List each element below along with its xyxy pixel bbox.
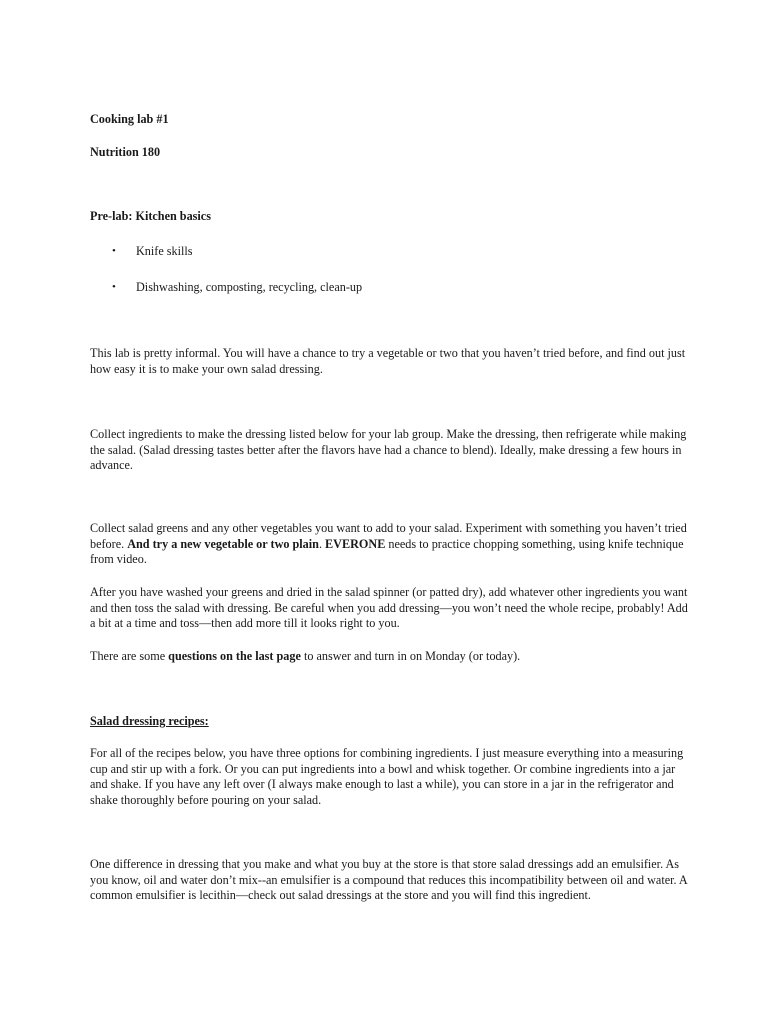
questions-text-2: to answer and turn in on Monday (or today). [300, 649, 521, 663]
bullet-text: Dishwashing, composting, recycling, clean-up [136, 280, 363, 294]
bullet-icon: • [112, 281, 116, 293]
bullet-icon: • [112, 245, 116, 257]
course-name: Nutrition 180 [90, 145, 161, 159]
questions-text-1: There are some [90, 649, 169, 663]
toss-salad-paragraph: After you have washed your greens and dried in the salad spinner (or patted dry), add whatever other ingredients you want and then toss the salad with dressing. Be careful when you add dressing—you won’t need the whole recipe, probably! Add a bit at a time and toss—then add more till it looks right to you. [90, 585, 688, 630]
combining-options-paragraph: For all of the recipes below, you have three options for combining ingredients. I just measure everything into a measuring cup and stir up with a fork. Or you can put ingredients into a bowl and whisk together. Or combine ingredients into a jar and shake. If you have any left over (I always make enough to last a while), you can store in a jar in the refrigerator and shake thoroughly before pouring on your salad. [90, 746, 684, 807]
collect-dressing-paragraph: Collect ingredients to make the dressing listed below for your lab group. Make the dressing, then refrigerate while making the salad. (Salad dressing tastes better after the flavors have had a chance to blend). Ideally, make dressing a few hours in advance. [90, 427, 687, 472]
greens-bold-instruction: And try a new vegetable or two plain [127, 536, 319, 551]
recipes-heading: Salad dressing recipes: [90, 714, 209, 728]
questions-paragraph [90, 649, 690, 665]
bullet-text: Knife skills [136, 244, 193, 258]
greens-text-1: Collect salad greens and any other vegetables you want to add to your salad. Experiment with something you haven’t tried before. [90, 521, 687, 551]
emulsifier-paragraph: One difference in dressing that you make and what you buy at the store is that store salad dressings add an emulsifier. As you know, oil and water don’t mix--an emulsifier is a compound that reduces this incompatibility between oil and water. A common emulsifier is lecithin—check out salad dressings at the store and you will find this ingredient. [90, 857, 688, 902]
greens-text-2: . [318, 536, 326, 551]
questions-bold: questions on the last page [168, 649, 301, 663]
prelab-heading: Pre-lab: Kitchen basics [90, 209, 211, 223]
intro-paragraph: This lab is pretty informal. You will have a chance to try a vegetable or two that you haven’t tried before, and find out just how easy it is to make your own salad dressing. [90, 346, 686, 376]
greens-text-3: needs to practice chopping something, using knife technique from video. [90, 536, 684, 566]
document-title: Cooking lab #1 [90, 112, 169, 126]
greens-bold-everyone: EVERONE [325, 536, 386, 551]
salad-greens-paragraph [90, 521, 690, 568]
